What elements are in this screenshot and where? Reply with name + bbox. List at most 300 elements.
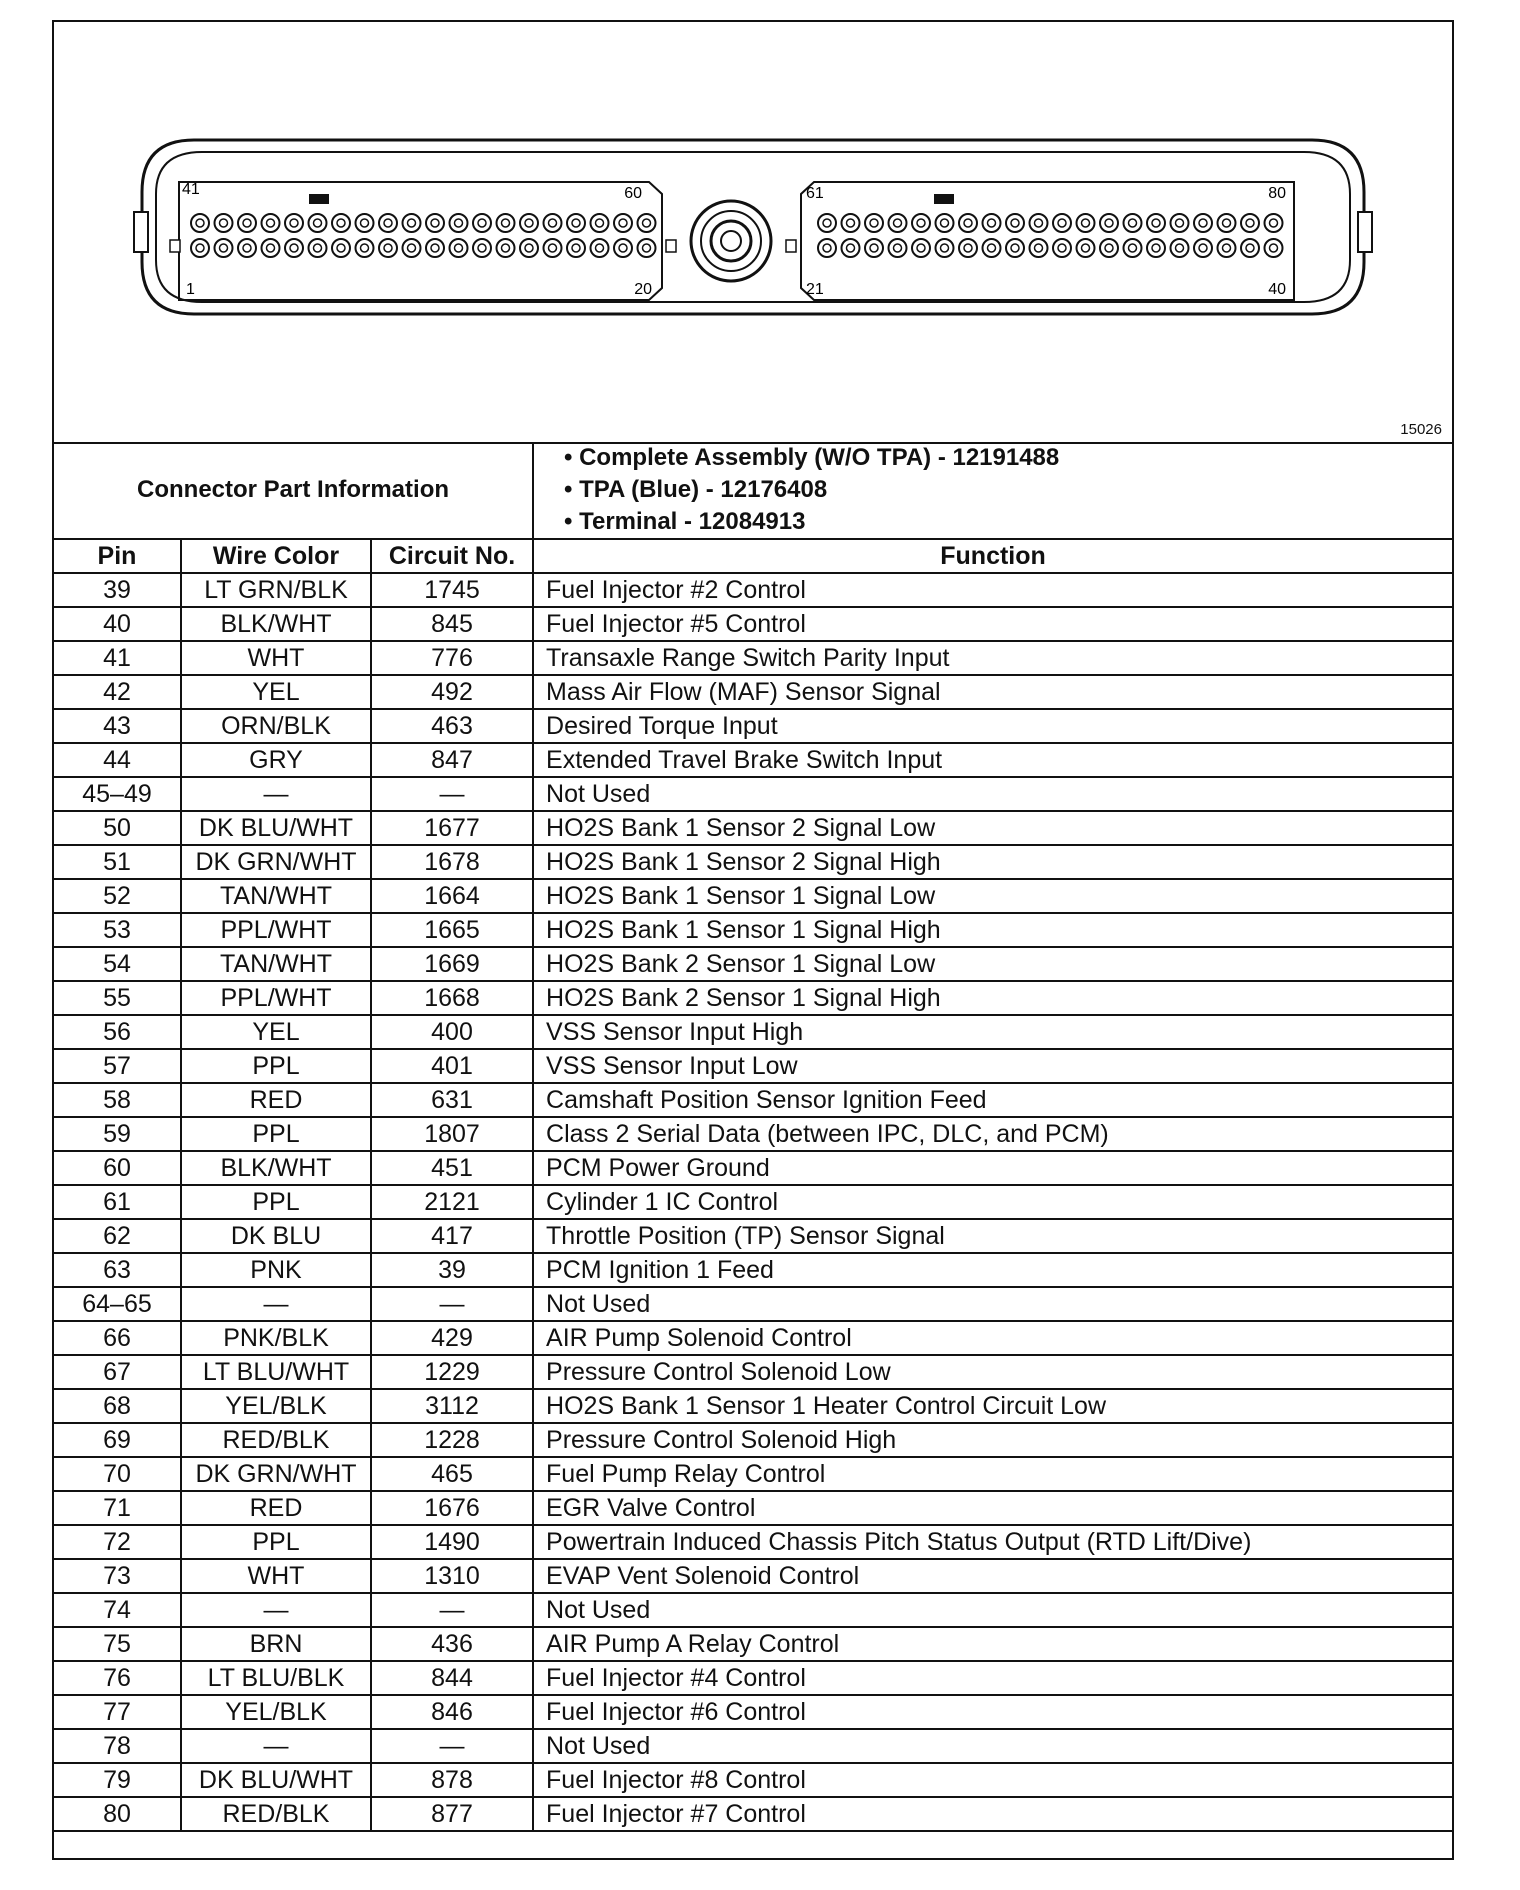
table-row (54, 777, 1452, 811)
table-row (54, 1695, 1452, 1729)
pin-contact (823, 219, 831, 227)
table-row (54, 1593, 1452, 1627)
pin-hole (1241, 214, 1259, 232)
center-bolt-inner (711, 221, 751, 261)
part-assembly: • Complete Assembly (W/O TPA) - 12191488 (564, 444, 1060, 471)
pin-hole (638, 239, 656, 257)
function-cell: AIR Pump A Relay Control (533, 1627, 1452, 1661)
pin-contact (572, 219, 580, 227)
header-function: Function (533, 539, 1452, 573)
table-row (54, 1287, 1452, 1321)
pin-cell: 75 (54, 1627, 181, 1661)
function-cell: Fuel Pump Relay Control (533, 1457, 1452, 1491)
connector-sheet (52, 20, 1454, 1860)
pin-contact (549, 219, 557, 227)
pin-contact (823, 244, 831, 252)
table-row (54, 1627, 1452, 1661)
table-row (54, 607, 1452, 641)
wire-color-cell: ORN/BLK (181, 709, 371, 743)
pin-contact (525, 244, 533, 252)
pin-hole (1053, 214, 1071, 232)
pin-contact (1199, 244, 1207, 252)
function-cell: Fuel Injector #6 Control (533, 1695, 1452, 1729)
pin-label-61: 61 (806, 185, 824, 202)
pin-hole (191, 239, 209, 257)
circuit-no-cell: 492 (371, 675, 533, 709)
pin-hole (912, 214, 930, 232)
circuit-no-cell: 878 (371, 1763, 533, 1797)
function-cell: Fuel Injector #8 Control (533, 1763, 1452, 1797)
wire-color-cell: RED/BLK (181, 1797, 371, 1831)
function-cell: PCM Ignition 1 Feed (533, 1253, 1452, 1287)
pin-hole (379, 214, 397, 232)
table-row (54, 1661, 1452, 1695)
pin-hole (1077, 239, 1095, 257)
circuit-no-cell: 1669 (371, 947, 533, 981)
pin-contact (267, 244, 275, 252)
circuit-no-cell: 417 (371, 1219, 533, 1253)
pin-label-21: 21 (806, 281, 824, 298)
wire-color-cell: LT BLU/WHT (181, 1355, 371, 1389)
pin-contact (964, 219, 972, 227)
table-row (54, 811, 1452, 845)
pin-cell: 64–65 (54, 1287, 181, 1321)
pin-contact (917, 244, 925, 252)
function-cell: Transaxle Range Switch Parity Input (533, 641, 1452, 675)
circuit-no-cell: 1745 (371, 573, 533, 607)
pin-cell: 80 (54, 1797, 181, 1831)
pin-cell: 78 (54, 1729, 181, 1763)
function-cell: Extended Travel Brake Switch Input (533, 743, 1452, 777)
pin-cell: 73 (54, 1559, 181, 1593)
circuit-no-cell: — (371, 1287, 533, 1321)
circuit-no-cell: 2121 (371, 1185, 533, 1219)
pin-contact (847, 219, 855, 227)
pin-contact (917, 219, 925, 227)
pin-hole (1006, 239, 1024, 257)
table-row (54, 1015, 1452, 1049)
function-cell: HO2S Bank 2 Sensor 1 Signal High (533, 981, 1452, 1015)
pin-contact (1105, 244, 1113, 252)
pin-hole (567, 214, 585, 232)
pin-contact (1105, 219, 1113, 227)
pin-contact (894, 244, 902, 252)
right-latch (1358, 212, 1372, 252)
pin-contact (1058, 244, 1066, 252)
table-row (54, 709, 1452, 743)
pin-hole (1124, 239, 1142, 257)
pin-hole (614, 239, 632, 257)
pin-hole (309, 239, 327, 257)
circuit-no-cell: 1678 (371, 845, 533, 879)
circuit-no-cell: 1676 (371, 1491, 533, 1525)
function-cell: Not Used (533, 1729, 1452, 1763)
center-right-notch (786, 240, 796, 252)
pin-hole (426, 214, 444, 232)
function-cell: PCM Power Ground (533, 1151, 1452, 1185)
center-bolt-core (721, 231, 741, 251)
pin-label-41: 41 (182, 181, 200, 198)
table-row (54, 641, 1452, 675)
pin-cell: 57 (54, 1049, 181, 1083)
pin-hole (215, 214, 233, 232)
pin-contact (1246, 244, 1254, 252)
pin-contact (361, 219, 369, 227)
wire-color-cell: DK GRN/WHT (181, 1457, 371, 1491)
pin-cell: 63 (54, 1253, 181, 1287)
pin-cell: 56 (54, 1015, 181, 1049)
pin-contact (1082, 244, 1090, 252)
table-row (54, 1559, 1452, 1593)
pin-contact (1058, 219, 1066, 227)
pin-hole (1077, 214, 1095, 232)
pin-hole (936, 239, 954, 257)
pin-hole (865, 239, 883, 257)
pin-contact (643, 244, 651, 252)
pin-contact (941, 219, 949, 227)
wire-color-cell: PNK (181, 1253, 371, 1287)
function-cell: Not Used (533, 1287, 1452, 1321)
part-terminal: • Terminal - 12084913 (564, 508, 806, 535)
function-cell: Fuel Injector #7 Control (533, 1797, 1452, 1831)
pin-hole (959, 239, 977, 257)
pin-hole (591, 214, 609, 232)
table-row (54, 1729, 1452, 1763)
wire-color-cell: TAN/WHT (181, 879, 371, 913)
circuit-no-cell: 451 (371, 1151, 533, 1185)
pin-hole (889, 214, 907, 232)
pin-hole (332, 239, 350, 257)
pin-contact (619, 244, 627, 252)
wire-color-cell: — (181, 1287, 371, 1321)
pin-label-80: 80 (1268, 185, 1286, 202)
table-row (54, 845, 1452, 879)
pin-hole (567, 239, 585, 257)
pin-hole (1194, 239, 1212, 257)
wire-color-cell: GRY (181, 743, 371, 777)
circuit-no-cell: 631 (371, 1083, 533, 1117)
table-row (54, 1117, 1452, 1151)
table-row (54, 675, 1452, 709)
pin-cell: 39 (54, 573, 181, 607)
pin-contact (361, 244, 369, 252)
pin-contact (455, 244, 463, 252)
pin-hole (520, 239, 538, 257)
table-row (54, 1389, 1452, 1423)
table-row (54, 1321, 1452, 1355)
pin-contact (431, 219, 439, 227)
function-cell: VSS Sensor Input Low (533, 1049, 1452, 1083)
circuit-no-cell: 401 (371, 1049, 533, 1083)
pin-contact (1152, 244, 1160, 252)
pin-contact (1035, 244, 1043, 252)
function-cell: HO2S Bank 1 Sensor 1 Heater Control Circuit Low (533, 1389, 1452, 1423)
wire-color-cell: YEL/BLK (181, 1389, 371, 1423)
table-row (54, 1151, 1452, 1185)
wire-color-cell: — (181, 1729, 371, 1763)
pin-hole (309, 214, 327, 232)
circuit-no-cell: 844 (371, 1661, 533, 1695)
pin-hole (936, 214, 954, 232)
table-row (54, 1355, 1452, 1389)
function-cell: Camshaft Position Sensor Ignition Feed (533, 1083, 1452, 1117)
pin-contact (196, 244, 204, 252)
circuit-no-cell: 1664 (371, 879, 533, 913)
pin-cell: 44 (54, 743, 181, 777)
pin-hole (473, 239, 491, 257)
function-cell: HO2S Bank 1 Sensor 1 Signal Low (533, 879, 1452, 913)
pin-cell: 55 (54, 981, 181, 1015)
pin-label-60: 60 (624, 185, 642, 202)
pin-contact (1223, 219, 1231, 227)
wire-color-cell: RED (181, 1491, 371, 1525)
pin-hole (285, 239, 303, 257)
pin-cell: 45–49 (54, 777, 181, 811)
pin-hole (403, 214, 421, 232)
pin-hole (1053, 239, 1071, 257)
header-wire-color: Wire Color (181, 539, 371, 573)
pin-cell: 71 (54, 1491, 181, 1525)
figure-id: 15026 (1400, 421, 1442, 438)
function-cell: Throttle Position (TP) Sensor Signal (533, 1219, 1452, 1253)
table-row (54, 1457, 1452, 1491)
pin-cell: 53 (54, 913, 181, 947)
pin-cell: 42 (54, 675, 181, 709)
pin-contact (596, 219, 604, 227)
pin-hole (1147, 239, 1165, 257)
table-row (54, 1763, 1452, 1797)
pin-contact (290, 244, 298, 252)
pin-hole (983, 214, 1001, 232)
circuit-no-cell: 465 (371, 1457, 533, 1491)
wire-color-cell: PPL/WHT (181, 981, 371, 1015)
pin-contact (243, 219, 251, 227)
pin-hole (912, 239, 930, 257)
pin-hole (1265, 214, 1283, 232)
pin-label-20: 20 (634, 281, 652, 298)
pin-cell: 40 (54, 607, 181, 641)
wire-color-cell: BLK/WHT (181, 1151, 371, 1185)
connector-info-list (533, 442, 1452, 539)
pin-hole (818, 239, 836, 257)
pin-contact (478, 244, 486, 252)
pin-hole (614, 214, 632, 232)
pin-hole (1241, 239, 1259, 257)
function-cell: HO2S Bank 1 Sensor 2 Signal Low (533, 811, 1452, 845)
pin-hole (1006, 214, 1024, 232)
pin-hole (497, 214, 515, 232)
pin-contact (1035, 219, 1043, 227)
pin-cell: 52 (54, 879, 181, 913)
pin-cell: 60 (54, 1151, 181, 1185)
pin-cell: 72 (54, 1525, 181, 1559)
pin-contact (870, 219, 878, 227)
function-cell: EVAP Vent Solenoid Control (533, 1559, 1452, 1593)
wire-color-cell: RED/BLK (181, 1423, 371, 1457)
pin-contact (549, 244, 557, 252)
pin-contact (894, 219, 902, 227)
pin-cell: 54 (54, 947, 181, 981)
circuit-no-cell: 1668 (371, 981, 533, 1015)
pin-contact (1270, 219, 1278, 227)
pin-contact (847, 244, 855, 252)
pin-contact (408, 244, 416, 252)
pin-cell: 58 (54, 1083, 181, 1117)
table-row (54, 981, 1452, 1015)
pin-cell: 41 (54, 641, 181, 675)
circuit-no-cell: — (371, 1593, 533, 1627)
pin-hole (1100, 214, 1118, 232)
pin-label-40: 40 (1268, 281, 1286, 298)
pin-hole (865, 214, 883, 232)
pin-hole (1194, 214, 1212, 232)
pin-hole (1171, 214, 1189, 232)
pin-hole (215, 239, 233, 257)
pinout-table (54, 442, 1452, 1832)
circuit-no-cell: 776 (371, 641, 533, 675)
pin-hole (842, 239, 860, 257)
pin-hole (497, 239, 515, 257)
wire-color-cell: — (181, 777, 371, 811)
circuit-no-cell: 1228 (371, 1423, 533, 1457)
circuit-no-cell: 3112 (371, 1389, 533, 1423)
wire-color-cell: RED (181, 1083, 371, 1117)
center-left-notch (666, 240, 676, 252)
pin-contact (525, 219, 533, 227)
pin-hole (1171, 239, 1189, 257)
pin-contact (408, 219, 416, 227)
function-cell: Not Used (533, 777, 1452, 811)
pin-cell: 62 (54, 1219, 181, 1253)
pin-cell: 66 (54, 1321, 181, 1355)
wire-color-cell: WHT (181, 641, 371, 675)
pin-hole (332, 214, 350, 232)
header-circuit-no: Circuit No. (371, 539, 533, 573)
left-latch (134, 212, 148, 252)
wire-color-cell: BLK/WHT (181, 607, 371, 641)
function-cell: Powertrain Induced Chassis Pitch Status Output (RTD Lift/Dive) (533, 1525, 1452, 1559)
table-row (54, 1083, 1452, 1117)
circuit-no-cell: 429 (371, 1321, 533, 1355)
pin-contact (1176, 244, 1184, 252)
wire-color-cell: — (181, 1593, 371, 1627)
table-row (54, 743, 1452, 777)
pin-cell: 79 (54, 1763, 181, 1797)
circuit-no-cell: 1665 (371, 913, 533, 947)
pin-hole (1030, 239, 1048, 257)
pin-contact (1129, 219, 1137, 227)
pin-hole (426, 239, 444, 257)
connector-info-row (54, 442, 1452, 539)
pin-contact (1223, 244, 1231, 252)
table-row (54, 573, 1452, 607)
pin-hole (1030, 214, 1048, 232)
pin-contact (1152, 219, 1160, 227)
wire-color-cell: DK BLU (181, 1219, 371, 1253)
table-row (54, 1797, 1452, 1831)
wire-color-cell: LT BLU/BLK (181, 1661, 371, 1695)
pin-contact (988, 244, 996, 252)
function-cell: HO2S Bank 2 Sensor 1 Signal Low (533, 947, 1452, 981)
pin-hole (1218, 214, 1236, 232)
table-row (54, 1253, 1452, 1287)
pin-contact (314, 219, 322, 227)
pin-contact (431, 244, 439, 252)
pin-contact (314, 244, 322, 252)
function-cell: AIR Pump Solenoid Control (533, 1321, 1452, 1355)
pin-hole (544, 239, 562, 257)
function-cell: Class 2 Serial Data (between IPC, DLC, and PCM) (533, 1117, 1452, 1151)
function-cell: HO2S Bank 1 Sensor 2 Signal High (533, 845, 1452, 879)
circuit-no-cell: 846 (371, 1695, 533, 1729)
pin-contact (1246, 219, 1254, 227)
circuit-no-cell: 463 (371, 709, 533, 743)
wire-color-cell: YEL/BLK (181, 1695, 371, 1729)
left-block-notch (170, 240, 180, 252)
pin-contact (267, 219, 275, 227)
table-row (54, 1049, 1452, 1083)
pin-cell: 50 (54, 811, 181, 845)
table-row (54, 1423, 1452, 1457)
pin-hole (544, 214, 562, 232)
pin-contact (337, 244, 345, 252)
function-cell: EGR Valve Control (533, 1491, 1452, 1525)
pin-cell: 70 (54, 1457, 181, 1491)
pin-hole (818, 214, 836, 232)
circuit-no-cell: — (371, 1729, 533, 1763)
pin-hole (1218, 239, 1236, 257)
pin-contact (964, 244, 972, 252)
pin-cell: 68 (54, 1389, 181, 1423)
pin-cell: 61 (54, 1185, 181, 1219)
wire-color-cell: TAN/WHT (181, 947, 371, 981)
center-bolt-outer (691, 201, 771, 281)
circuit-no-cell: 1310 (371, 1559, 533, 1593)
pin-contact (1129, 244, 1137, 252)
function-cell: HO2S Bank 1 Sensor 1 Signal High (533, 913, 1452, 947)
circuit-no-cell: 877 (371, 1797, 533, 1831)
pin-hole (473, 214, 491, 232)
pin-hole (262, 214, 280, 232)
header-pin: Pin (54, 539, 181, 573)
pin-label-1: 1 (186, 281, 195, 298)
pin-contact (619, 219, 627, 227)
circuit-no-cell: 847 (371, 743, 533, 777)
function-cell: Mass Air Flow (MAF) Sensor Signal (533, 675, 1452, 709)
wire-color-cell: PPL (181, 1525, 371, 1559)
wire-color-cell: PPL (181, 1185, 371, 1219)
circuit-no-cell: 436 (371, 1627, 533, 1661)
wire-color-cell: PPL (181, 1049, 371, 1083)
pin-hole (842, 214, 860, 232)
pin-hole (983, 239, 1001, 257)
pin-hole (1124, 214, 1142, 232)
pin-hole (889, 239, 907, 257)
circuit-no-cell: 400 (371, 1015, 533, 1049)
pin-contact (1082, 219, 1090, 227)
right-key-tab (934, 194, 954, 204)
pin-hole (379, 239, 397, 257)
circuit-no-cell: 1490 (371, 1525, 533, 1559)
pin-cell: 77 (54, 1695, 181, 1729)
pin-contact (478, 219, 486, 227)
wire-color-cell: BRN (181, 1627, 371, 1661)
pin-cell: 67 (54, 1355, 181, 1389)
wire-color-cell: PPL/WHT (181, 913, 371, 947)
pin-hole (450, 239, 468, 257)
pin-contact (870, 244, 878, 252)
wire-color-cell: PNK/BLK (181, 1321, 371, 1355)
